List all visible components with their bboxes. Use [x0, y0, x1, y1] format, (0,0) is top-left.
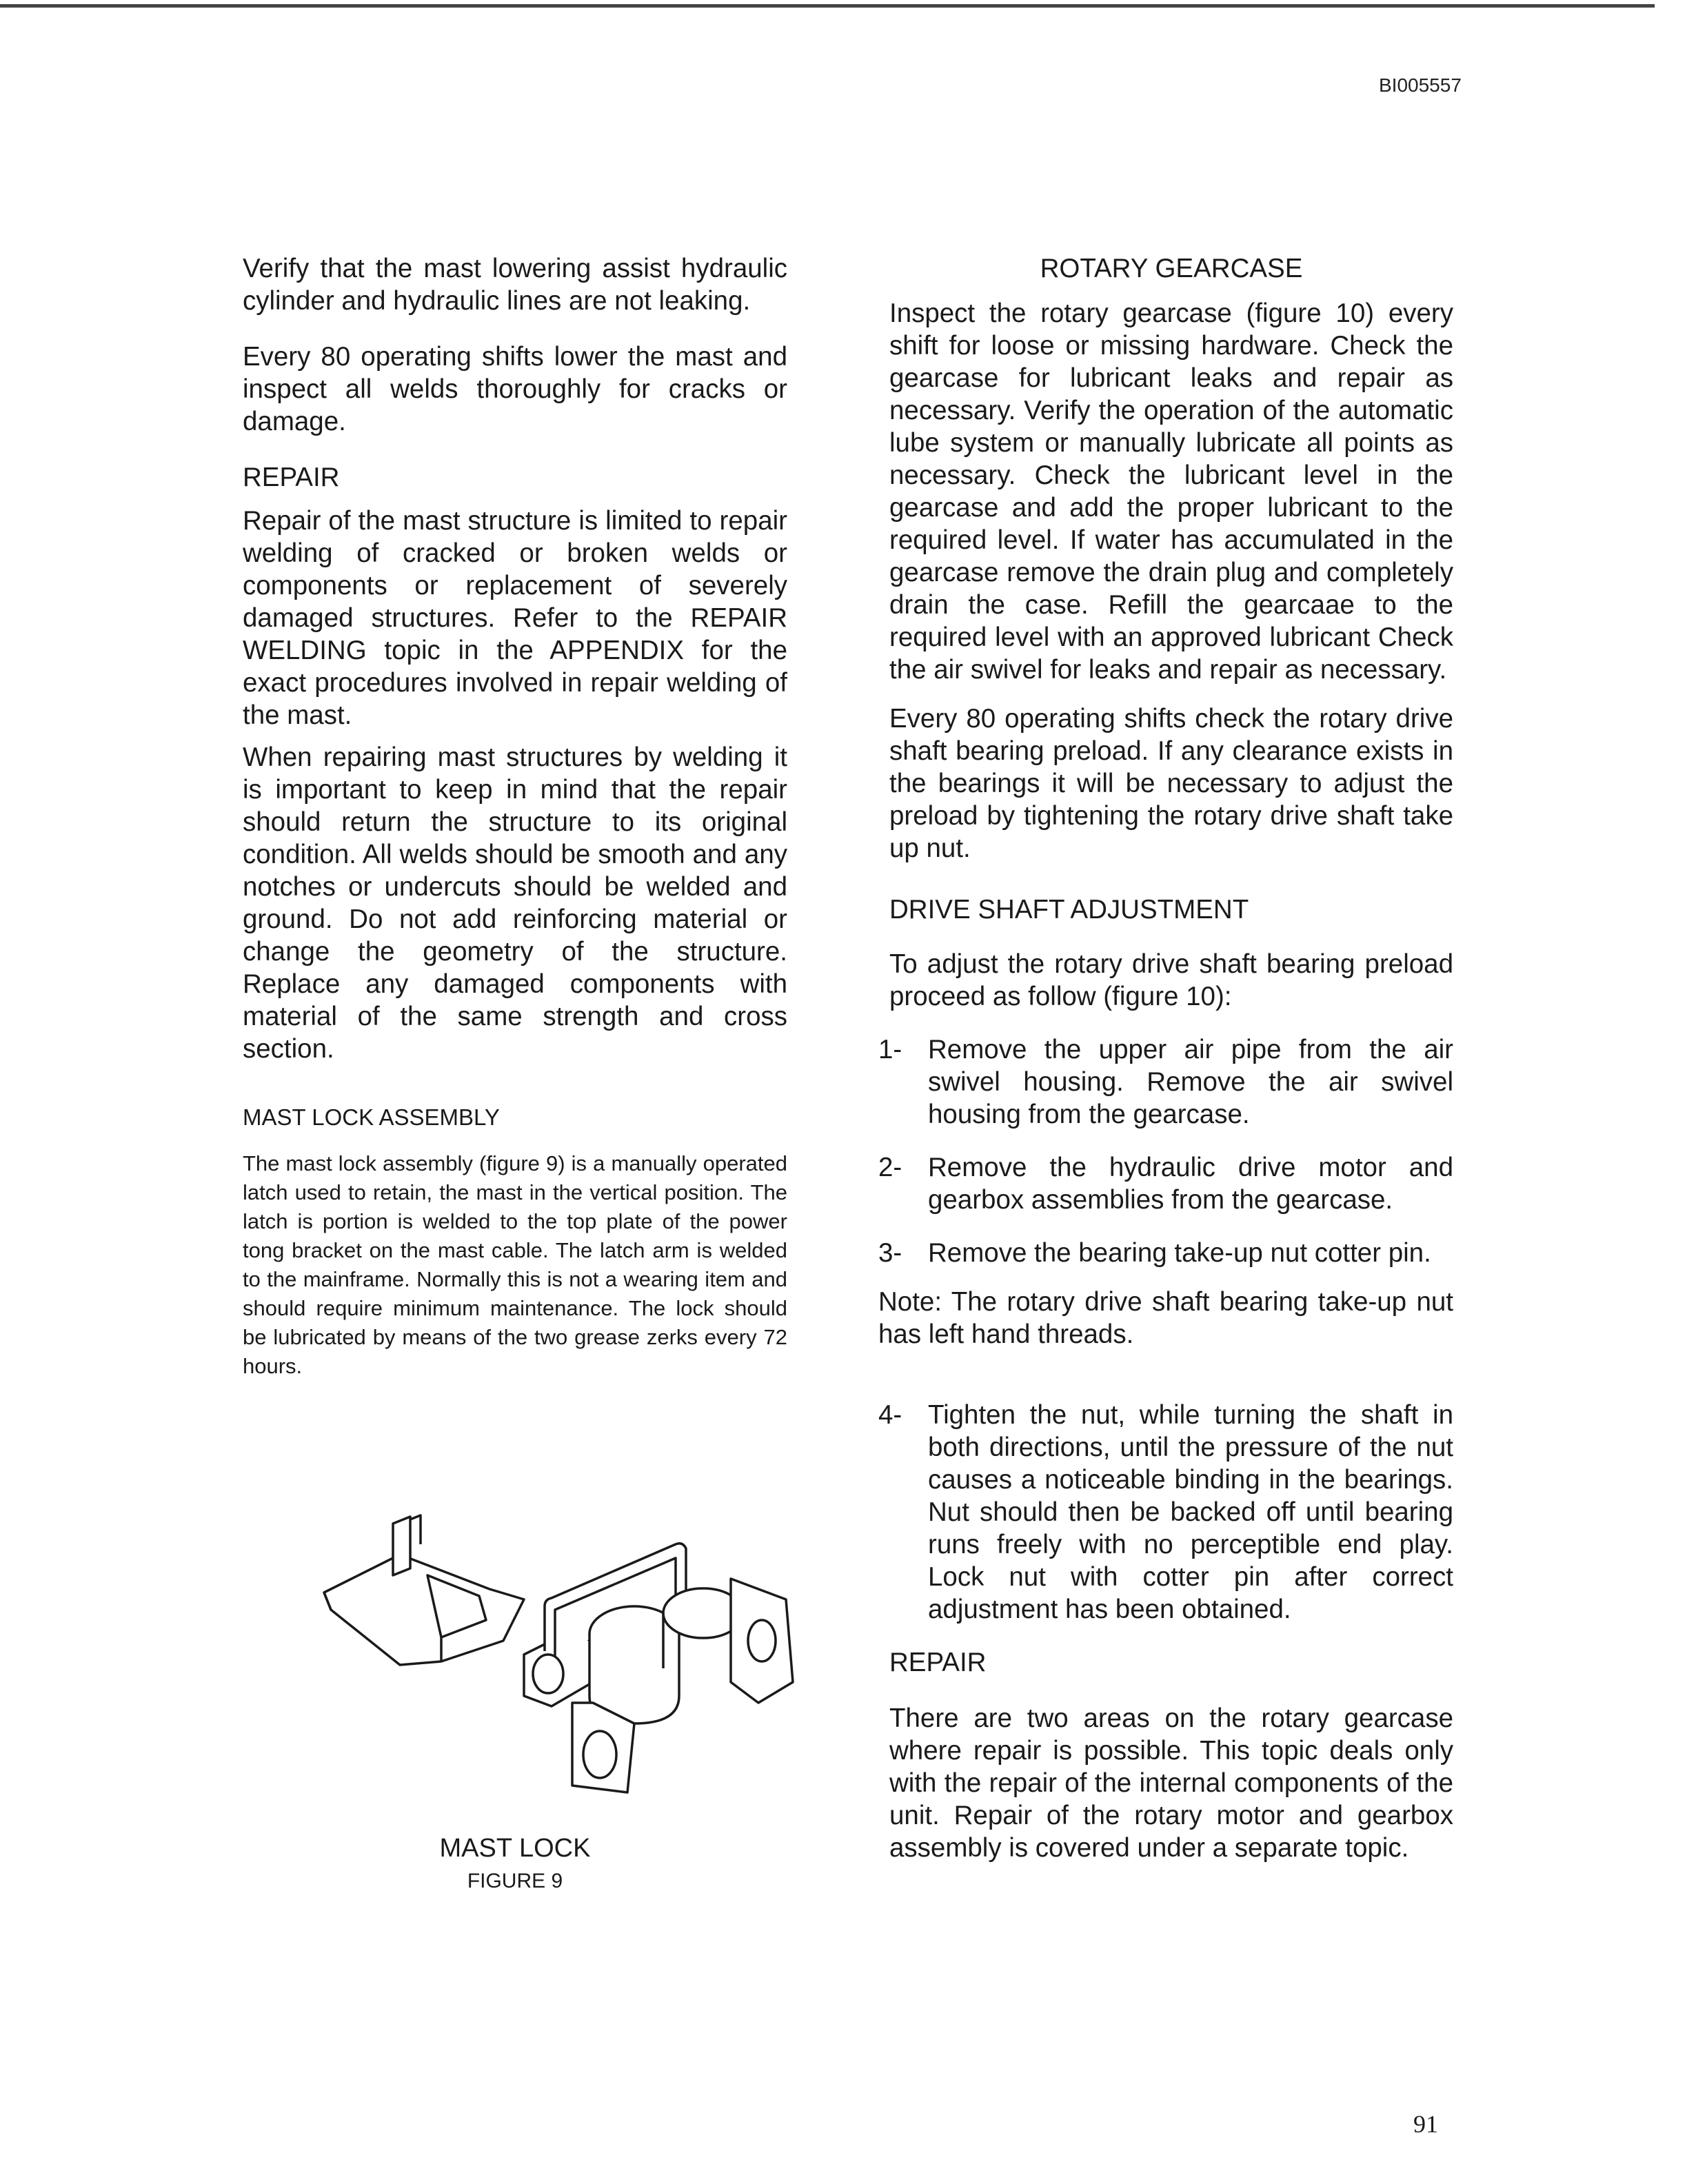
heading-rotary-gearcase: ROTARY GEARCASE	[1040, 254, 1303, 283]
paragraph-adjust-intro: To adjust the rotary drive shaft bearing preload proceed as follow (figure 10):	[889, 949, 1453, 1011]
paragraph-repair-limits: Repair of the mast structure is limited to repair welding of cracked or broken welds or components or replacement of severely damaged structures. Refer to the REPAIR WELDING topic in the APPENDIX for the exact procedures involved in repair welding of the mast.	[243, 506, 787, 730]
paragraph-bearing-preload: Every 80 operating shifts check the rotary drive shaft bearing preload. If any clearance exists in the bearings it will be necessary to adjust the preload by tightening the rotary drive shaft take up nut.	[889, 704, 1453, 863]
right-column	[878, 252, 1453, 1864]
mast-lock-illustration	[317, 1496, 827, 1799]
paragraph-mast-lock: The mast lock assembly (figure 9) is a manually operated latch used to retain, the mast in the vertical position. The latch is portion is welded to the top plate of the power tong bracket on the mast cable. The latch arm is welded to the mainframe. Normally this is not a wearing item and should require minimum maintenance. The lock should be lubricated by means of the two grease zerks every 72 hours.	[243, 1151, 787, 1378]
heading-mast-lock-assembly: MAST LOCK ASSEMBLY	[243, 1104, 500, 1130]
paragraph-weld-inspection: Every 80 operating shifts lower the mast and inspect all welds thoroughly for cracks or damage.	[243, 342, 787, 436]
step-text: Tighten the nut, while turning the shaft in both directions, until the pressure of the nut causes a noticeable binding in the bearings. Nut should then be backed off until bearing runs freely with no perceptible end play. Lock nut with cotter pin after correct adjustment has been obtained.	[928, 1400, 1453, 1624]
step-4	[878, 1399, 1453, 1626]
paragraph-repair-welding: When repairing mast structures by welding it is important to keep in mind that the repair should return the structure to its original condition. All welds should be smooth and any notches or undercuts should be welded and ground. Do not add reinforcing material or change the geometry of the structure. Replace any damaged components with material of the same strength and cross section.	[243, 742, 787, 1064]
mast-lock-figure	[317, 1496, 827, 1799]
paragraph-gearcase-repair: There are two areas on the rotary gearcase where repair is possible. This topic deals only with the repair of the internal components of the unit. Repair of the rotary motor and gearbox assembly is covered under a separate topic.	[889, 1703, 1453, 1863]
figure-caption: MAST LOCK	[439, 1834, 591, 1863]
document-id: BI005557	[1379, 74, 1462, 96]
heading-drive-shaft-adjustment: DRIVE SHAFT ADJUSTMENT	[889, 895, 1249, 924]
step-2	[878, 1151, 1453, 1216]
step-text: Remove the hydraulic drive motor and gearbox assemblies from the gearcase.	[928, 1153, 1453, 1215]
step-text: Remove the bearing take-up nut cotter pin.	[928, 1238, 1431, 1268]
step-text: Remove the upper air pipe from the air swivel housing. Remove the air swivel housing from the gearcase.	[928, 1035, 1453, 1129]
step-3	[878, 1237, 1453, 1269]
step-number: 4-	[878, 1400, 902, 1430]
paragraph-hydraulic-check: Verify that the mast lowering assist hydraulic cylinder and hydraulic lines are not leaking.	[243, 254, 787, 316]
top-rule	[0, 4, 1655, 8]
heading-repair-gearcase: REPAIR	[889, 1648, 987, 1677]
figure-label: FIGURE 9	[467, 1870, 563, 1892]
step-number: 2-	[878, 1153, 902, 1182]
heading-repair: REPAIR	[243, 463, 340, 492]
adjustment-steps	[878, 1033, 1453, 1626]
paragraph-gearcase-inspection: Inspect the rotary gearcase (figure 10) every shift for loose or missing hardware. Check the gearcase for lubricant leaks and repair as necessary. Verify the operation of the automatic lube system or manually lubricate all points as necessary. Check the lubricant level in the gearcase and add the proper lubricant to the required level. If water has accumulated in the gearcase remove the drain plug and completely drain the case. Refill the gearcaae to the required level with an approved lubricant Check the air swivel for leaks and repair as necessary.	[889, 299, 1453, 685]
step-number: 3-	[878, 1238, 902, 1268]
note-left-hand-threads: Note: The rotary drive shaft bearing take-up nut has left hand threads.	[878, 1287, 1453, 1349]
step-number: 1-	[878, 1035, 902, 1064]
page-number: 91	[1413, 2110, 1438, 2138]
left-column	[243, 252, 787, 1381]
step-1	[878, 1033, 1453, 1131]
